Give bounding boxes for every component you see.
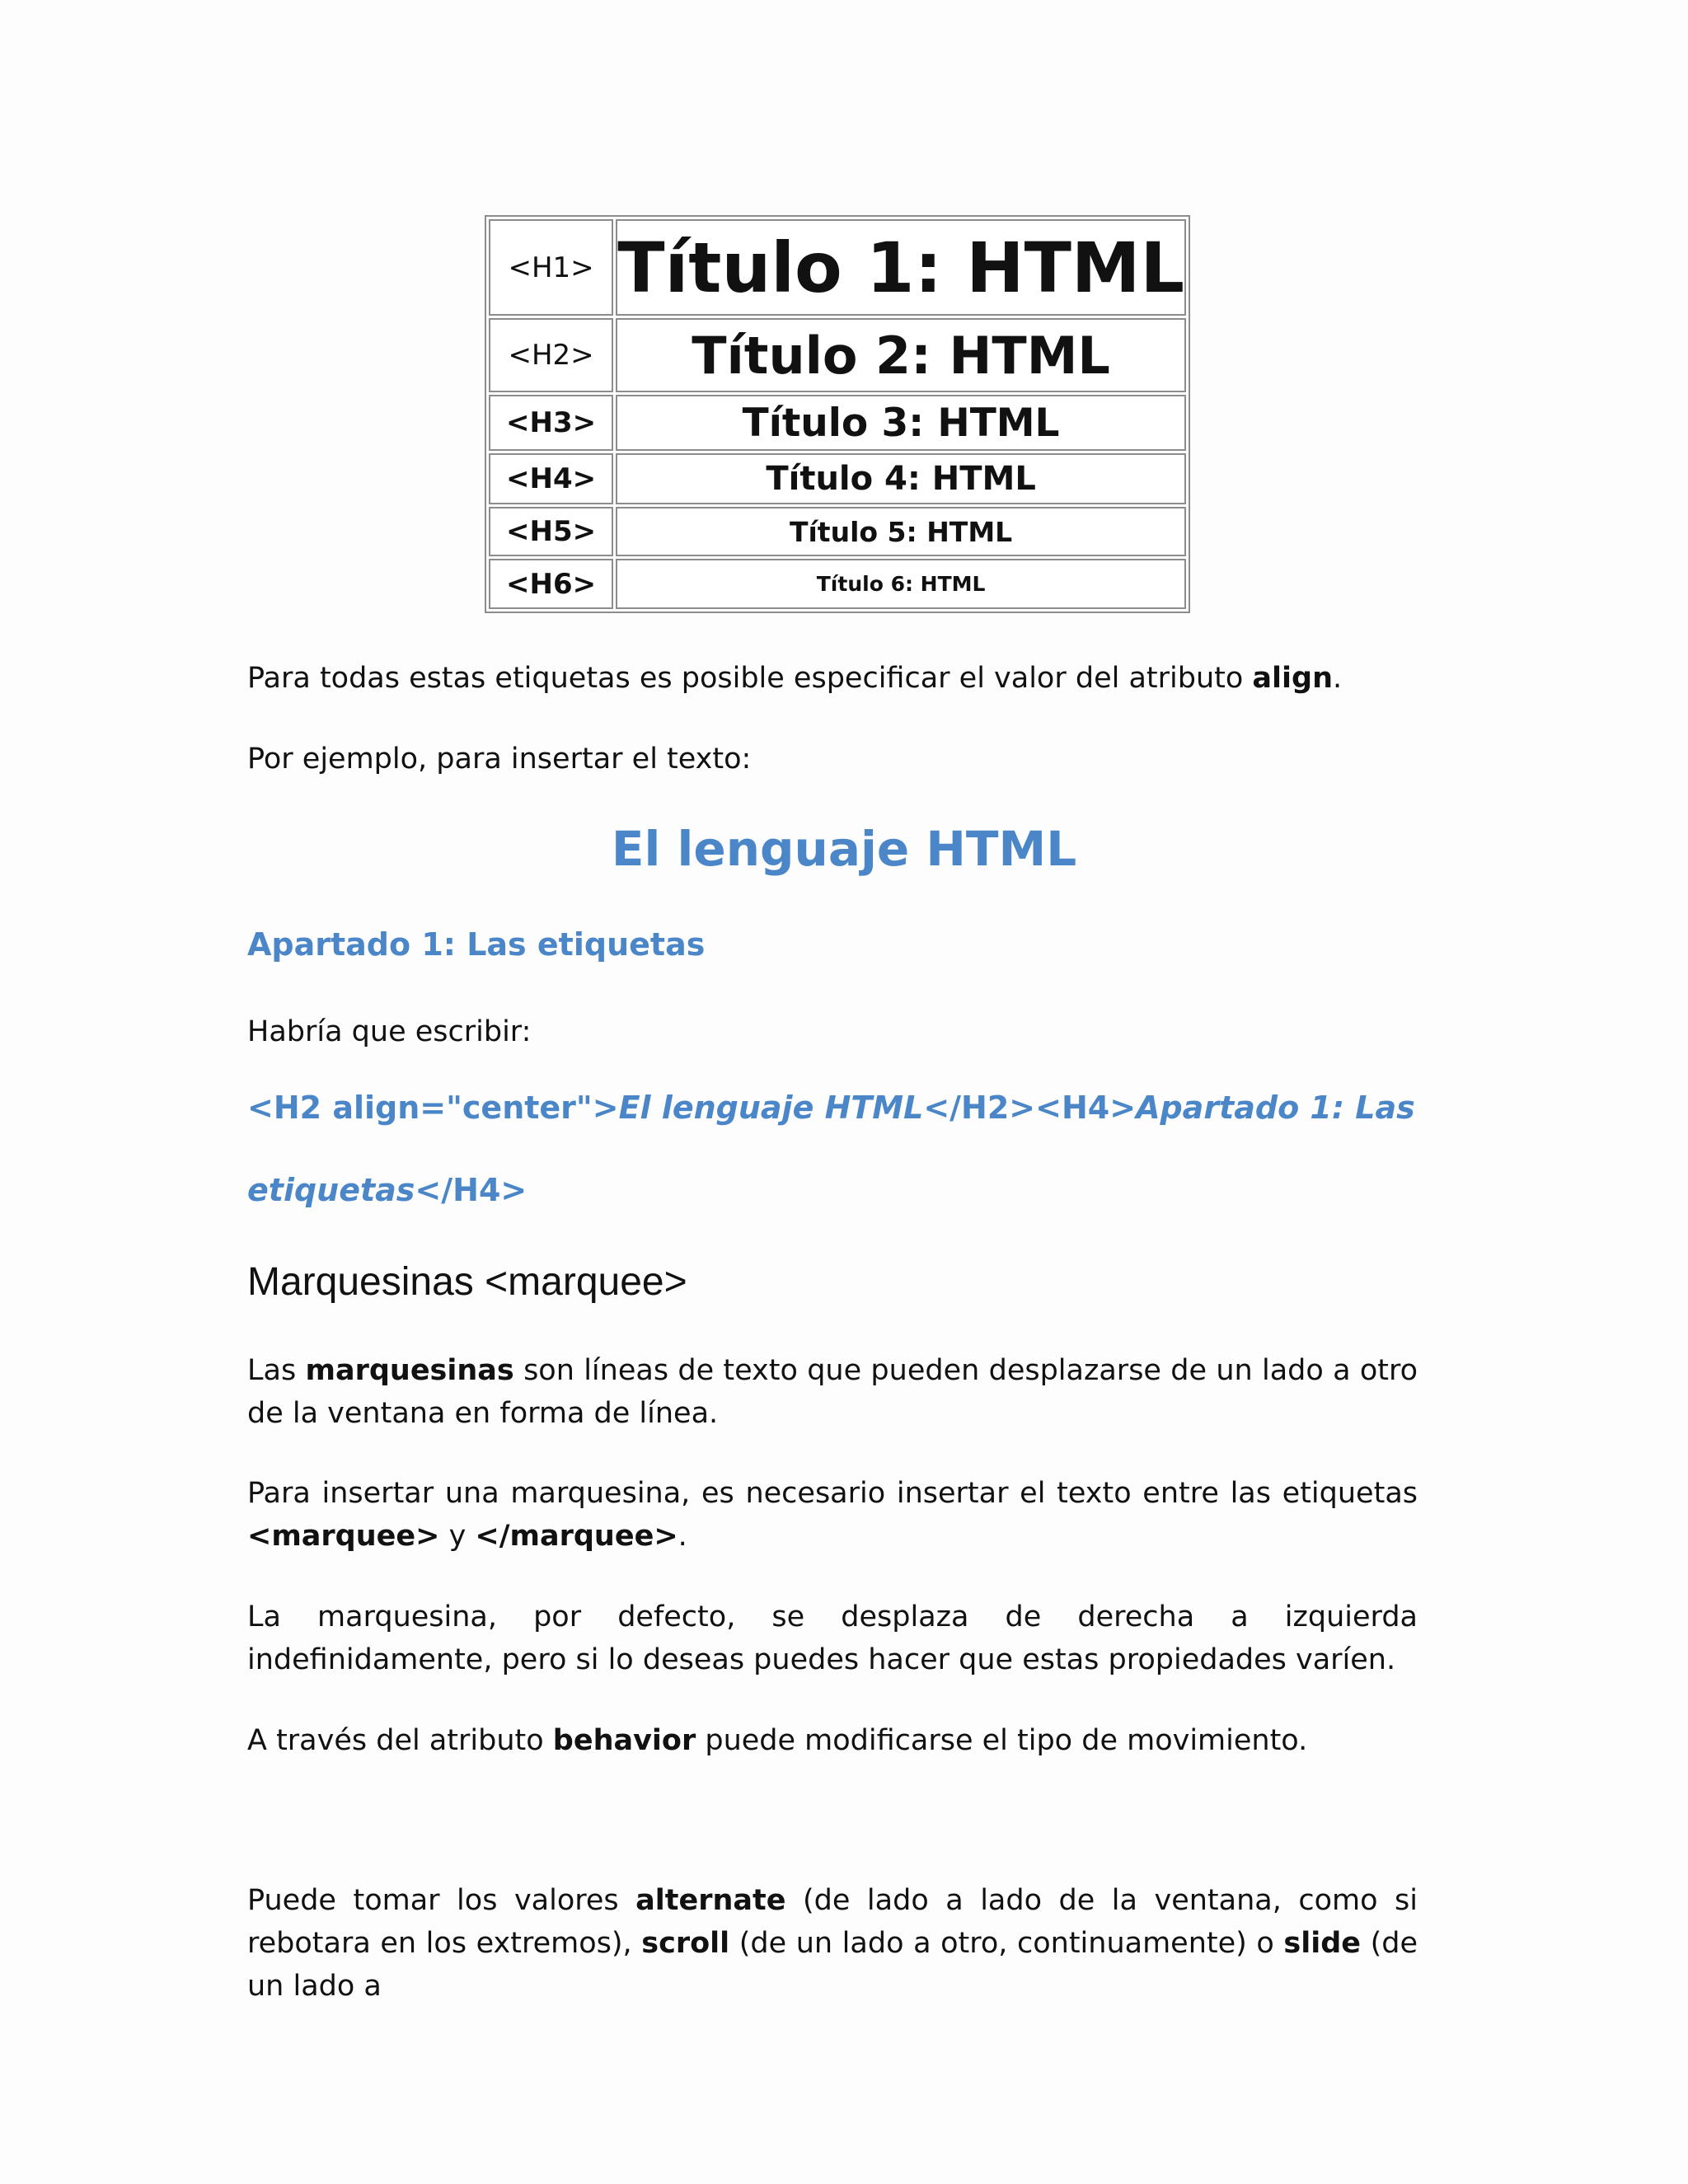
paragraph-align: Para todas estas etiquetas es posible especificar el valor del atributo align. <box>247 662 1343 695</box>
table-row <box>489 219 1186 316</box>
example-h4-heading: Apartado 1: Las etiquetas <box>247 926 706 963</box>
paragraph-marquee-default: La marquesina, por defecto, se desplaza de derecha a izquierda indefinidamente, pero si lo deseas puedes hacer que estas propiedades varíen. <box>247 1601 1418 1676</box>
paragraph-example-intro: Por ejemplo, para insertar el texto: <box>247 743 752 776</box>
table-row <box>489 318 1186 392</box>
example-h2-heading: El lenguaje HTML <box>611 821 1077 877</box>
heading-levels-table <box>485 215 1190 613</box>
tag-cell: <H5> <box>489 507 613 556</box>
title-cell: Título 3: HTML <box>616 395 1186 451</box>
table-row <box>489 507 1186 556</box>
section-title: Marquesinas <marquee> <box>247 1260 687 1304</box>
tag-cell: <H2> <box>489 318 613 392</box>
table-row <box>489 453 1186 504</box>
paragraph-behavior-values: Puede tomar los valores alternate (de lado a lado de la ventana, como si rebotara en los extremos), scroll (de un lado a otro, continuamente) o slide (de un lado a <box>247 1884 1418 2003</box>
title-cell: Título 1: HTML <box>616 219 1186 316</box>
code-line-2: etiquetas</H4> <box>247 1172 528 1208</box>
title-cell: Título 6: HTML <box>616 559 1186 609</box>
tag-cell: <H1> <box>489 219 613 316</box>
paragraph-write-intro: Habría que escribir: <box>247 1015 532 1048</box>
paragraph-marquee-insert: Para insertar una marquesina, es necesario insertar el texto entre las etiquetas <marquee> y </marquee>. <box>247 1477 1418 1553</box>
paragraph-marquee-definition: Las marquesinas son líneas de texto que pueden desplazarse de un lado a otro de la ventana en forma de línea. <box>247 1354 1418 1430</box>
tag-cell: <H6> <box>489 559 613 609</box>
title-cell: Título 5: HTML <box>616 507 1186 556</box>
paragraph-behavior: A través del atributo behavior puede modificarse el tipo de movimiento. <box>247 1724 1308 1757</box>
code-line-1: <H2 align="center">El lenguaje HTML</H2><H4>Apartado 1: Las <box>247 1090 1415 1126</box>
table-row <box>489 559 1186 609</box>
title-cell: Título 2: HTML <box>616 318 1186 392</box>
tag-cell: <H3> <box>489 395 613 451</box>
tag-cell: <H4> <box>489 453 613 504</box>
title-cell: Título 4: HTML <box>616 453 1186 504</box>
table-row <box>489 395 1186 451</box>
